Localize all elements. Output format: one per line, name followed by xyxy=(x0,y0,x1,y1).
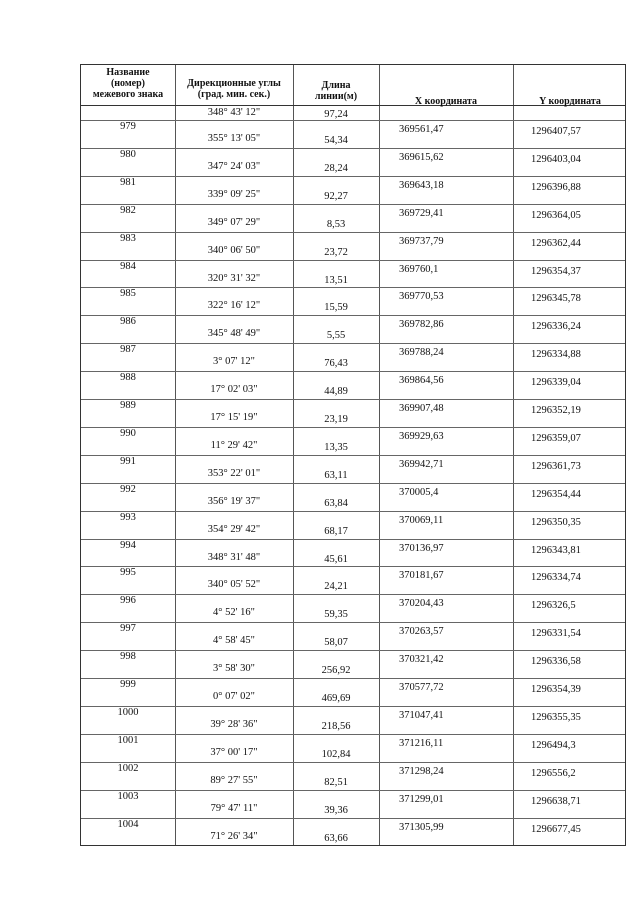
point-name: 980 xyxy=(120,148,136,160)
segment-angle: 348° 43' 12" xyxy=(207,107,261,118)
segment-length: 13,51 xyxy=(324,274,348,286)
y-coordinate: 1296364,05 xyxy=(531,209,581,221)
x-coordinate: 369561,47 xyxy=(399,124,444,135)
segment-angle: 353° 22' 01" xyxy=(207,467,261,479)
point-name: 989 xyxy=(120,400,136,411)
segment-length: 102,84 xyxy=(321,748,351,760)
segment-length: 76,43 xyxy=(324,358,348,370)
y-coordinate: 1296362,44 xyxy=(531,237,581,249)
x-coordinate: 369737,79 xyxy=(399,235,444,247)
segment-angle: 340° 05' 52" xyxy=(207,579,261,591)
point-name: 998 xyxy=(120,651,136,663)
y-coordinate: 1296494,3 xyxy=(531,739,576,751)
x-coordinate: 369942,71 xyxy=(399,458,444,470)
x-coordinate: 370136,97 xyxy=(399,542,444,554)
y-coordinate: 1296638,71 xyxy=(531,795,581,807)
segment-length: 68,17 xyxy=(324,525,348,537)
segment-angle: 0° 07' 02" xyxy=(213,691,255,702)
segment-length: 63,84 xyxy=(324,497,348,509)
x-coordinate: 370204,43 xyxy=(399,598,444,610)
point-name: 979 xyxy=(120,121,136,132)
y-coordinate: 1296359,07 xyxy=(531,432,581,444)
segment-angle: 37° 00' 17" xyxy=(210,746,258,758)
x-coordinate: 369643,18 xyxy=(399,179,444,191)
header-x: X координата xyxy=(414,96,478,107)
segment-angle: 89° 27' 55" xyxy=(210,774,258,786)
segment-length: 23,72 xyxy=(324,246,348,258)
segment-angle: 355° 13' 05" xyxy=(207,133,261,144)
y-coordinate: 1296345,78 xyxy=(531,293,581,305)
segment-angle: 322° 16' 12" xyxy=(207,300,261,312)
segment-length: 97,24 xyxy=(324,109,348,120)
x-coordinate: 369788,24 xyxy=(399,347,444,359)
segment-length: 469,69 xyxy=(321,693,351,704)
y-coordinate: 1296336,58 xyxy=(531,656,581,668)
segment-length: 63,11 xyxy=(324,469,348,481)
y-coordinate: 1296334,88 xyxy=(531,349,581,361)
point-name: 994 xyxy=(120,539,136,551)
x-coordinate: 371305,99 xyxy=(399,821,444,833)
point-name: 1003 xyxy=(117,790,139,802)
y-coordinate: 1296352,19 xyxy=(531,405,581,416)
y-coordinate: 1296343,81 xyxy=(531,544,581,556)
segment-angle: 345° 48' 49" xyxy=(207,328,261,340)
y-coordinate: 1296396,88 xyxy=(531,181,581,193)
segment-angle: 320° 31' 32" xyxy=(207,272,261,284)
segment-angle: 339° 09' 25" xyxy=(207,188,261,200)
segment-length: 24,21 xyxy=(324,581,348,593)
point-name: 983 xyxy=(120,232,136,244)
segment-angle: 348° 31' 48" xyxy=(207,551,261,563)
segment-angle: 79° 47' 11" xyxy=(210,802,258,814)
y-coordinate: 1296556,2 xyxy=(531,767,576,779)
segment-angle: 347° 24' 03" xyxy=(207,160,261,172)
x-coordinate: 371298,24 xyxy=(399,765,444,777)
y-coordinate: 1296354,44 xyxy=(531,488,581,500)
y-coordinate: 1296407,57 xyxy=(531,126,581,137)
segment-length: 13,35 xyxy=(324,441,348,453)
segment-length: 82,51 xyxy=(324,776,348,788)
header-y: Y координата xyxy=(539,96,601,107)
y-coordinate: 1296326,5 xyxy=(531,600,576,612)
x-coordinate: 370321,42 xyxy=(399,654,444,666)
segment-length: 63,66 xyxy=(324,832,348,844)
x-coordinate: 369615,62 xyxy=(399,151,444,163)
point-name: 981 xyxy=(120,176,136,188)
segment-angle: 11° 29' 42" xyxy=(210,439,258,451)
y-coordinate: 1296350,35 xyxy=(531,516,581,528)
x-coordinate: 370577,72 xyxy=(399,682,444,693)
segment-length: 8,53 xyxy=(326,218,346,230)
x-coordinate: 369729,41 xyxy=(399,207,444,219)
header-name: Название (номер) межевого знака xyxy=(92,67,164,100)
point-name: 993 xyxy=(120,511,136,523)
segment-angle: 3° 58' 30" xyxy=(213,663,255,675)
x-coordinate: 370263,57 xyxy=(399,626,444,638)
point-name: 997 xyxy=(120,623,136,635)
segment-length: 54,34 xyxy=(324,135,348,146)
x-coordinate: 370069,11 xyxy=(399,514,444,526)
header-length: Длина линии(м) xyxy=(314,80,358,102)
x-coordinate: 371216,11 xyxy=(399,737,444,749)
segment-length: 256,92 xyxy=(321,665,351,677)
x-coordinate: 369770,53 xyxy=(399,291,444,303)
segment-length: 218,56 xyxy=(321,720,351,732)
point-name: 1001 xyxy=(117,734,139,746)
segment-length: 15,59 xyxy=(324,302,348,314)
y-coordinate: 1296354,37 xyxy=(531,265,581,277)
segment-angle: 356° 19' 37" xyxy=(207,495,261,507)
segment-angle: 71° 26' 34" xyxy=(210,830,258,842)
x-coordinate: 369864,56 xyxy=(399,375,444,387)
segment-length: 39,36 xyxy=(324,804,348,816)
point-name: 992 xyxy=(120,483,136,495)
y-coordinate: 1296339,04 xyxy=(531,377,581,389)
point-name: 995 xyxy=(120,567,136,579)
y-coordinate: 1296331,54 xyxy=(531,628,581,640)
segment-length: 28,24 xyxy=(324,162,348,174)
segment-angle: 17° 15' 19" xyxy=(210,412,258,423)
x-coordinate: 371299,01 xyxy=(399,793,444,805)
y-coordinate: 1296355,35 xyxy=(531,711,581,723)
segment-length: 58,07 xyxy=(324,637,348,649)
segment-length: 92,27 xyxy=(324,190,348,202)
point-name: 991 xyxy=(120,455,136,467)
x-coordinate: 370005,4 xyxy=(399,486,439,498)
y-coordinate: 1296403,04 xyxy=(531,153,581,165)
segment-angle: 354° 29' 42" xyxy=(207,523,261,535)
segment-angle: 39° 28' 36" xyxy=(210,718,258,730)
y-coordinate: 1296361,73 xyxy=(531,460,581,472)
y-coordinate: 1296354,39 xyxy=(531,684,581,695)
segment-angle: 4° 58' 45" xyxy=(213,635,255,647)
segment-length: 59,35 xyxy=(324,609,348,621)
point-name: 999 xyxy=(120,679,136,690)
point-name: 1004 xyxy=(117,818,139,830)
x-coordinate: 369782,86 xyxy=(399,319,444,331)
y-coordinate: 1296336,24 xyxy=(531,321,581,333)
segment-angle: 349° 07' 29" xyxy=(207,216,261,228)
point-name: 988 xyxy=(120,372,136,384)
point-name: 1000 xyxy=(117,706,139,718)
segment-angle: 17° 02' 03" xyxy=(210,384,258,396)
point-name: 982 xyxy=(120,204,136,216)
segment-length: 5,55 xyxy=(326,330,346,342)
point-name: 986 xyxy=(120,316,136,328)
point-name: 985 xyxy=(120,288,136,300)
y-coordinate: 1296677,45 xyxy=(531,823,581,835)
x-coordinate: 369907,48 xyxy=(399,403,444,414)
segment-length: 23,19 xyxy=(324,414,348,425)
point-name: 996 xyxy=(120,595,136,607)
segment-angle: 340° 06' 50" xyxy=(207,244,261,256)
point-name: 987 xyxy=(120,344,136,356)
point-name: 1002 xyxy=(117,762,139,774)
x-coordinate: 371047,41 xyxy=(399,709,444,721)
segment-length: 45,61 xyxy=(324,553,348,565)
segment-angle: 3° 07' 12" xyxy=(213,356,255,368)
point-name: 984 xyxy=(120,260,136,272)
x-coordinate: 370181,67 xyxy=(399,570,444,582)
point-name: 990 xyxy=(120,427,136,439)
y-coordinate: 1296334,74 xyxy=(531,572,581,584)
x-coordinate: 369760,1 xyxy=(399,263,439,275)
header-angle: Дирекционные углы (град. мин. сек.) xyxy=(187,78,281,100)
x-coordinate: 369929,63 xyxy=(399,430,444,442)
segment-angle: 4° 52' 16" xyxy=(213,607,255,619)
segment-length: 44,89 xyxy=(324,386,348,398)
boundary-coordinates-table xyxy=(80,64,626,846)
